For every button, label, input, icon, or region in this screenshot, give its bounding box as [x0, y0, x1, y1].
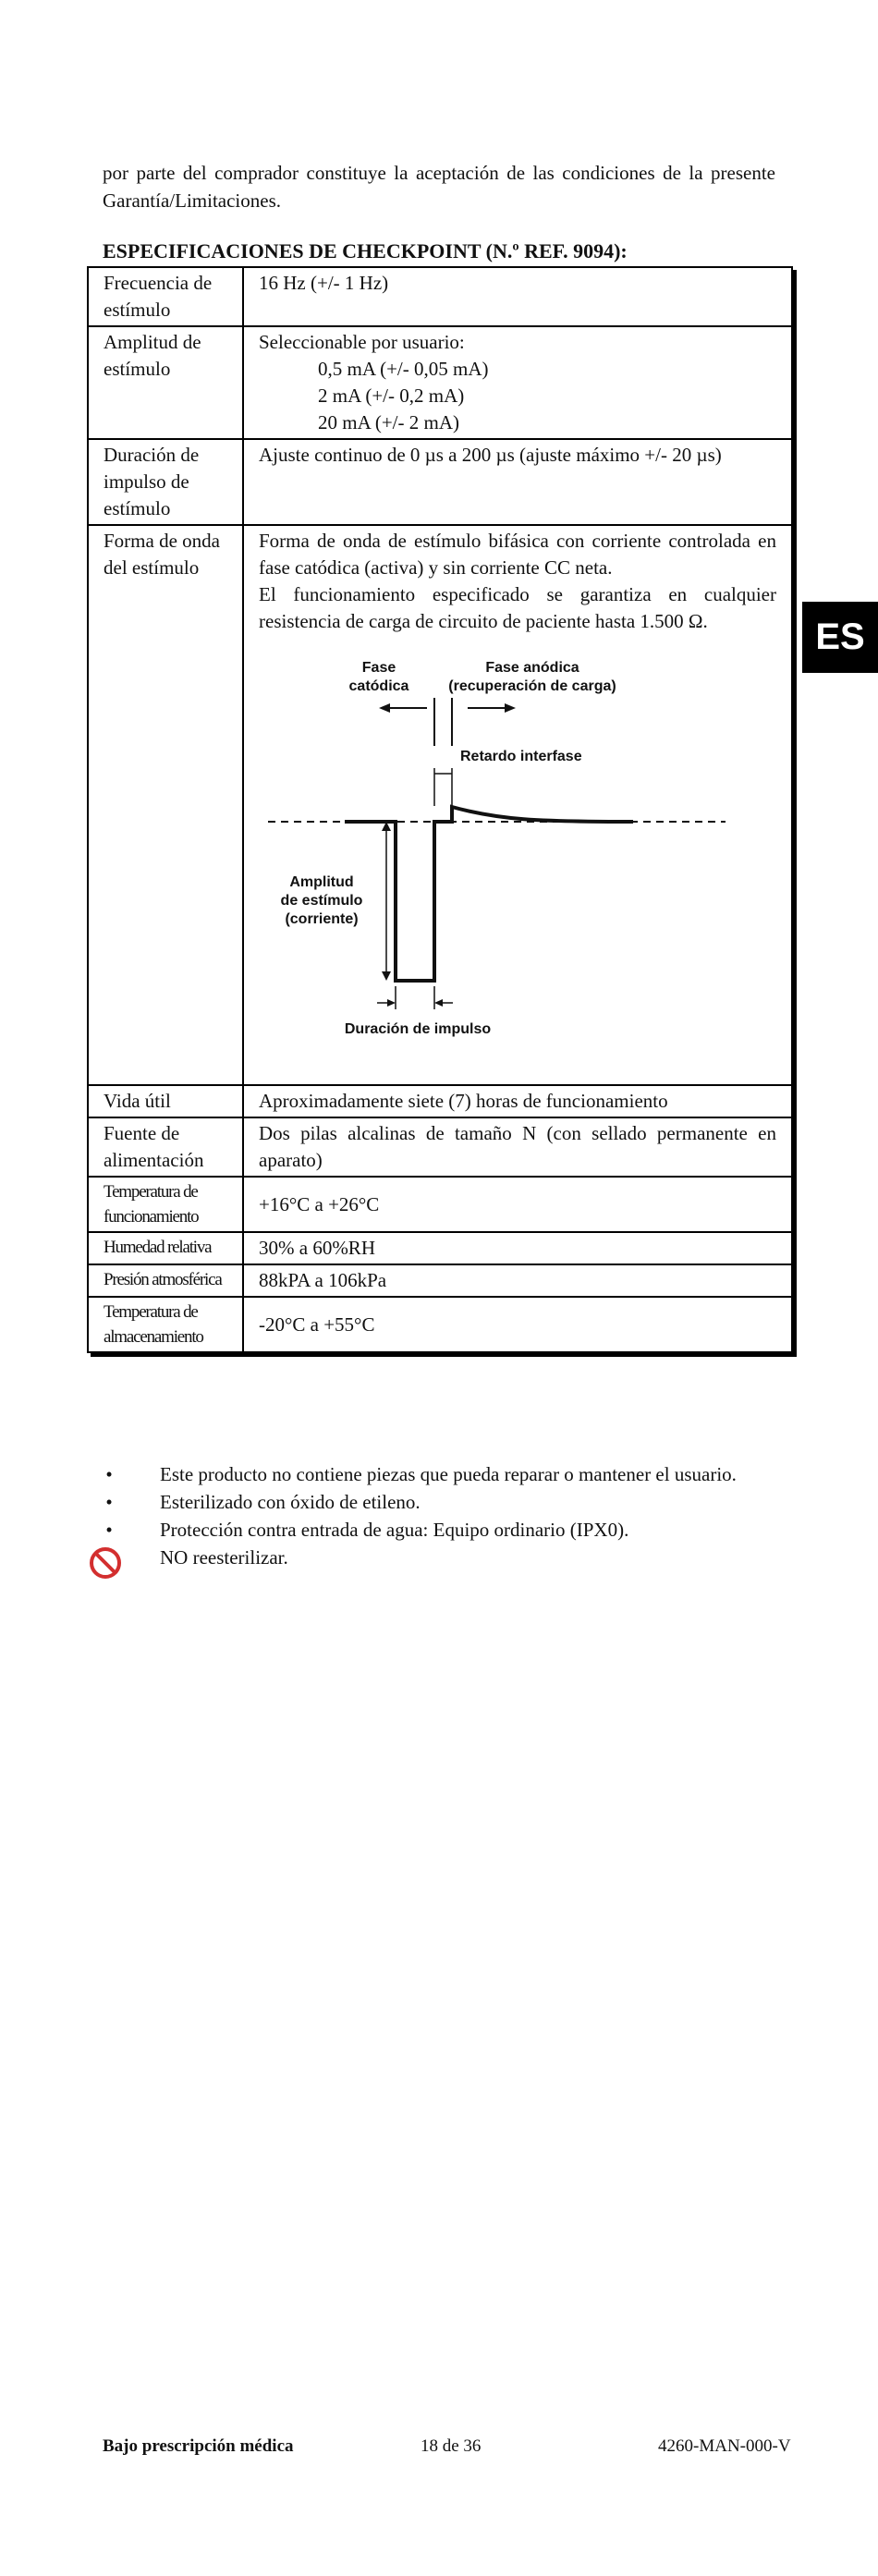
row-label: Presión atmosférica	[88, 1264, 243, 1297]
intro-paragraph: por parte del comprador constituye la aceptación de las condiciones de la presente Garantía/Limitaciones.	[103, 162, 775, 212]
row-value	[243, 525, 792, 1085]
left-arrow-icon	[379, 703, 427, 713]
diagram-label-retardo: Retardo interfase	[460, 749, 582, 764]
diagram-label-amplitud: Amplitud	[289, 874, 354, 890]
waveform-guarantee: El funcionamiento especificado se garantiza en cualquier resistencia de carga de circuito de paciente hasta 1.500 Ω.	[259, 583, 776, 632]
footer-page-number: 18 de 36	[421, 2436, 482, 2456]
table-row	[88, 1297, 792, 1352]
bullet-icon: •	[105, 1519, 113, 1541]
diagram-label-fase-catodica: Fase	[361, 660, 396, 676]
list-item	[103, 1460, 775, 1488]
diagram-label-fase-anodica: Fase anódica	[485, 660, 579, 676]
table-row	[88, 267, 792, 326]
row-label: Amplitud de estímulo	[88, 326, 243, 439]
biphasic-waveform	[345, 807, 633, 981]
row-value: 16 Hz (+/- 1 Hz)	[243, 267, 792, 326]
list-item	[103, 1516, 775, 1544]
diagram-label-fase-catodica: catódica	[348, 678, 409, 694]
notes-list	[103, 1460, 775, 1571]
table-row	[88, 1232, 792, 1264]
table-row	[88, 439, 792, 525]
do-not-resterilize-icon	[88, 1545, 123, 1581]
amplitude-option: 20 mA (+/- 2 mA)	[318, 411, 459, 433]
amplitude-intro: Seleccionable por usuario:	[259, 331, 465, 353]
row-value: 88kPA a 106kPa	[243, 1264, 792, 1297]
row-label: Duración de impulso de estímulo	[88, 439, 243, 525]
diagram-label-fase-anodica: (recuperación de carga)	[448, 678, 616, 694]
list-item	[103, 1488, 775, 1516]
row-value	[243, 326, 792, 439]
row-label: Frecuencia de estímulo	[88, 267, 243, 326]
table-row	[88, 326, 792, 439]
list-item	[103, 1544, 775, 1571]
right-arrow-icon	[468, 703, 516, 713]
spec-section-title: ESPECIFICACIONES DE CHECKPOINT (N.º REF. 9094):	[103, 239, 628, 262]
row-value: 30% a 60%RH	[243, 1232, 792, 1264]
footer-prescription: Bajo prescripción médica	[103, 2436, 294, 2456]
row-label: Forma de onda del estímulo	[88, 525, 243, 1085]
bullet-icon: •	[105, 1463, 113, 1485]
row-label: Temperatura de funcionamiento	[88, 1177, 243, 1232]
language-tab-es: ES	[802, 602, 878, 673]
table-row	[88, 1085, 792, 1117]
note-text: Este producto no contiene piezas que pueda reparar o mantener el usuario.	[160, 1463, 737, 1485]
table-row	[88, 525, 792, 1085]
row-label: Humedad relativa	[88, 1232, 243, 1264]
footer-doc-code: 4260-MAN-000-V	[658, 2436, 791, 2456]
row-value: Aproximadamente siete (7) horas de funcionamiento	[243, 1085, 792, 1117]
amplitude-option: 0,5 mA (+/- 0,05 mA)	[318, 358, 489, 380]
spec-table	[87, 266, 793, 1353]
row-value: Dos pilas alcalinas de tamaño N (con sellado permanente en aparato)	[243, 1117, 792, 1177]
waveform-diagram	[259, 644, 776, 1079]
note-text: Protección contra entrada de agua: Equipo ordinario (IPX0).	[160, 1519, 629, 1541]
diagram-label-duracion: Duración de impulso	[344, 1021, 492, 1037]
row-label: Vida útil	[88, 1085, 243, 1117]
table-row	[88, 1117, 792, 1177]
bullet-icon: •	[105, 1491, 113, 1513]
table-row	[88, 1177, 792, 1232]
diagram-label-amplitud: de estímulo	[280, 893, 363, 909]
waveform-description: Forma de onda de estímulo bifásica con corriente controlada en fase catódica (activa) y sin corriente CC neta.	[259, 530, 776, 579]
row-value: +16°C a +26°C	[243, 1177, 792, 1232]
row-label: Temperatura de almacenamiento	[88, 1297, 243, 1352]
row-label: Fuente de alimentación	[88, 1117, 243, 1177]
diagram-label-amplitud: (corriente)	[285, 911, 359, 927]
note-text: Esterilizado con óxido de etileno.	[160, 1491, 421, 1513]
row-value: Ajuste continuo de 0 µs a 200 µs (ajuste máximo +/- 20 µs)	[243, 439, 792, 525]
amplitude-option: 2 mA (+/- 0,2 mA)	[318, 385, 465, 407]
note-text: NO reesterilizar.	[160, 1546, 288, 1569]
table-row	[88, 1264, 792, 1297]
row-value: -20°C a +55°C	[243, 1297, 792, 1352]
